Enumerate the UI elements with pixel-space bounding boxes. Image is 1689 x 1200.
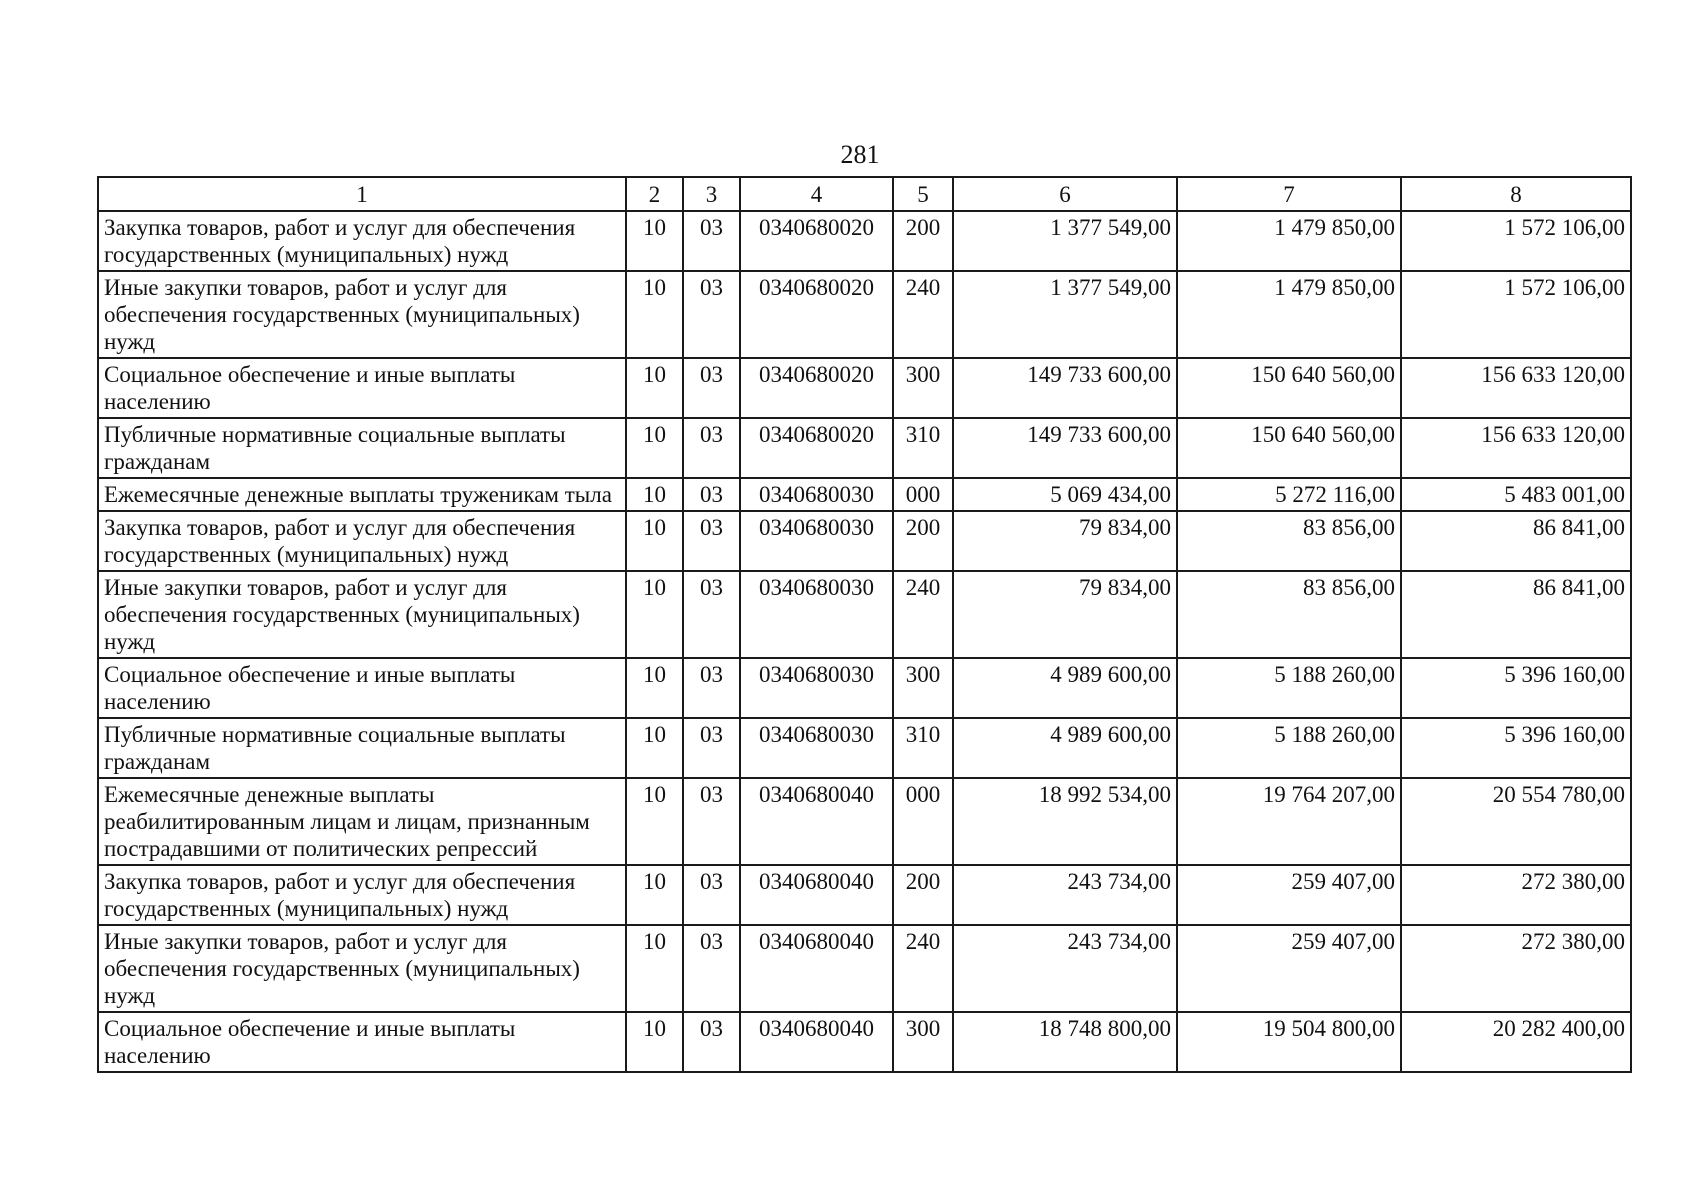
subsection-code-cell: 03 [683, 478, 740, 511]
amount-col8-cell: 5 396 160,00 [1401, 718, 1631, 778]
amount-col8-cell: 5 396 160,00 [1401, 658, 1631, 718]
expense-type-cell: 200 [893, 211, 953, 271]
subsection-code-cell: 03 [683, 211, 740, 271]
amount-col6-cell: 79 834,00 [953, 571, 1177, 658]
table-row [98, 658, 1631, 718]
row-name-cell: Иные закупки товаров, работ и услуг для обеспечения государственных (муниципальных) нужд [98, 271, 626, 358]
amount-col7-cell: 5 188 260,00 [1177, 718, 1401, 778]
expense-type-cell: 310 [893, 418, 953, 478]
amount-col6-cell: 1 377 549,00 [953, 211, 1177, 271]
amount-col7-cell: 1 479 850,00 [1177, 271, 1401, 358]
target-article-cell: 0340680040 [740, 925, 893, 1012]
amount-col8-cell: 20 282 400,00 [1401, 1012, 1631, 1072]
subsection-code-cell: 03 [683, 571, 740, 658]
table-row [98, 778, 1631, 865]
amount-col6-cell: 149 733 600,00 [953, 358, 1177, 418]
section-code-cell: 10 [626, 571, 683, 658]
section-code-cell: 10 [626, 658, 683, 718]
amount-col7-cell: 1 479 850,00 [1177, 211, 1401, 271]
amount-col8-cell: 272 380,00 [1401, 865, 1631, 925]
header-cell-5: 5 [893, 177, 953, 211]
subsection-code-cell: 03 [683, 778, 740, 865]
amount-col7-cell: 19 504 800,00 [1177, 1012, 1401, 1072]
table-row [98, 1012, 1631, 1072]
amount-col7-cell: 5 188 260,00 [1177, 658, 1401, 718]
budget-table [97, 176, 1632, 1073]
table-row [98, 358, 1631, 418]
amount-col7-cell: 150 640 560,00 [1177, 358, 1401, 418]
subsection-code-cell: 03 [683, 865, 740, 925]
table-row [98, 418, 1631, 478]
amount-col7-cell: 19 764 207,00 [1177, 778, 1401, 865]
target-article-cell: 0340680020 [740, 358, 893, 418]
target-article-cell: 0340680030 [740, 658, 893, 718]
target-article-cell: 0340680030 [740, 511, 893, 571]
table-row [98, 571, 1631, 658]
amount-col8-cell: 5 483 001,00 [1401, 478, 1631, 511]
amount-col6-cell: 18 992 534,00 [953, 778, 1177, 865]
expense-type-cell: 240 [893, 271, 953, 358]
section-code-cell: 10 [626, 211, 683, 271]
header-cell-6: 6 [953, 177, 1177, 211]
expense-type-cell: 000 [893, 478, 953, 511]
section-code-cell: 10 [626, 418, 683, 478]
amount-col7-cell: 5 272 116,00 [1177, 478, 1401, 511]
subsection-code-cell: 03 [683, 925, 740, 1012]
row-name-cell: Публичные нормативные социальные выплаты гражданам [98, 418, 626, 478]
amount-col6-cell: 4 989 600,00 [953, 718, 1177, 778]
expense-type-cell: 310 [893, 718, 953, 778]
row-name-cell: Закупка товаров, работ и услуг для обеспечения государственных (муниципальных) нужд [98, 211, 626, 271]
section-code-cell: 10 [626, 718, 683, 778]
target-article-cell: 0340680030 [740, 478, 893, 511]
table-row [98, 511, 1631, 571]
amount-col6-cell: 1 377 549,00 [953, 271, 1177, 358]
header-cell-1: 1 [98, 177, 626, 211]
section-code-cell: 10 [626, 511, 683, 571]
target-article-cell: 0340680020 [740, 211, 893, 271]
amount-col6-cell: 18 748 800,00 [953, 1012, 1177, 1072]
subsection-code-cell: 03 [683, 658, 740, 718]
row-name-cell: Публичные нормативные социальные выплаты гражданам [98, 718, 626, 778]
amount-col7-cell: 259 407,00 [1177, 925, 1401, 1012]
table-row [98, 925, 1631, 1012]
table-row [98, 718, 1631, 778]
table-row [98, 211, 1631, 271]
subsection-code-cell: 03 [683, 718, 740, 778]
expense-type-cell: 200 [893, 865, 953, 925]
section-code-cell: 10 [626, 925, 683, 1012]
subsection-code-cell: 03 [683, 1012, 740, 1072]
amount-col6-cell: 5 069 434,00 [953, 478, 1177, 511]
amount-col8-cell: 1 572 106,00 [1401, 271, 1631, 358]
target-article-cell: 0340680020 [740, 418, 893, 478]
amount-col6-cell: 243 734,00 [953, 925, 1177, 1012]
target-article-cell: 0340680020 [740, 271, 893, 358]
amount-col8-cell: 86 841,00 [1401, 571, 1631, 658]
target-article-cell: 0340680040 [740, 865, 893, 925]
target-article-cell: 0340680030 [740, 718, 893, 778]
target-article-cell: 0340680040 [740, 778, 893, 865]
row-name-cell: Социальное обеспечение и иные выплаты населению [98, 1012, 626, 1072]
section-code-cell: 10 [626, 778, 683, 865]
section-code-cell: 10 [626, 358, 683, 418]
subsection-code-cell: 03 [683, 418, 740, 478]
subsection-code-cell: 03 [683, 511, 740, 571]
table-row [98, 478, 1631, 511]
header-cell-4: 4 [740, 177, 893, 211]
target-article-cell: 0340680040 [740, 1012, 893, 1072]
expense-type-cell: 300 [893, 358, 953, 418]
row-name-cell: Социальное обеспечение и иные выплаты населению [98, 658, 626, 718]
target-article-cell: 0340680030 [740, 571, 893, 658]
amount-col6-cell: 243 734,00 [953, 865, 1177, 925]
amount-col8-cell: 20 554 780,00 [1401, 778, 1631, 865]
amount-col8-cell: 86 841,00 [1401, 511, 1631, 571]
amount-col8-cell: 156 633 120,00 [1401, 358, 1631, 418]
amount-col8-cell: 156 633 120,00 [1401, 418, 1631, 478]
header-row [98, 177, 1631, 211]
row-name-cell: Иные закупки товаров, работ и услуг для обеспечения государственных (муниципальных) нужд [98, 571, 626, 658]
expense-type-cell: 300 [893, 658, 953, 718]
amount-col8-cell: 1 572 106,00 [1401, 211, 1631, 271]
row-name-cell: Закупка товаров, работ и услуг для обеспечения государственных (муниципальных) нужд [98, 865, 626, 925]
expense-type-cell: 240 [893, 571, 953, 658]
expense-type-cell: 000 [893, 778, 953, 865]
header-cell-2: 2 [626, 177, 683, 211]
amount-col7-cell: 83 856,00 [1177, 511, 1401, 571]
expense-type-cell: 200 [893, 511, 953, 571]
amount-col7-cell: 150 640 560,00 [1177, 418, 1401, 478]
expense-type-cell: 240 [893, 925, 953, 1012]
section-code-cell: 10 [626, 271, 683, 358]
expense-type-cell: 300 [893, 1012, 953, 1072]
amount-col6-cell: 149 733 600,00 [953, 418, 1177, 478]
row-name-cell: Иные закупки товаров, работ и услуг для обеспечения государственных (муниципальных) нужд [98, 925, 626, 1012]
amount-col7-cell: 259 407,00 [1177, 865, 1401, 925]
amount-col8-cell: 272 380,00 [1401, 925, 1631, 1012]
subsection-code-cell: 03 [683, 358, 740, 418]
header-cell-7: 7 [1177, 177, 1401, 211]
header-cell-8: 8 [1401, 177, 1631, 211]
amount-col6-cell: 4 989 600,00 [953, 658, 1177, 718]
subsection-code-cell: 03 [683, 271, 740, 358]
row-name-cell: Социальное обеспечение и иные выплаты населению [98, 358, 626, 418]
section-code-cell: 10 [626, 1012, 683, 1072]
page-number: 281 [840, 140, 880, 169]
table-row [98, 865, 1631, 925]
row-name-cell: Ежемесячные денежные выплаты труженикам тыла [98, 478, 626, 511]
header-cell-3: 3 [683, 177, 740, 211]
section-code-cell: 10 [626, 478, 683, 511]
amount-col6-cell: 79 834,00 [953, 511, 1177, 571]
table-row [98, 271, 1631, 358]
row-name-cell: Ежемесячные денежные выплаты реабилитированным лицам и лицам, признанным пострадавшими от политических репрессий [98, 778, 626, 865]
section-code-cell: 10 [626, 865, 683, 925]
amount-col7-cell: 83 856,00 [1177, 571, 1401, 658]
row-name-cell: Закупка товаров, работ и услуг для обеспечения государственных (муниципальных) нужд [98, 511, 626, 571]
